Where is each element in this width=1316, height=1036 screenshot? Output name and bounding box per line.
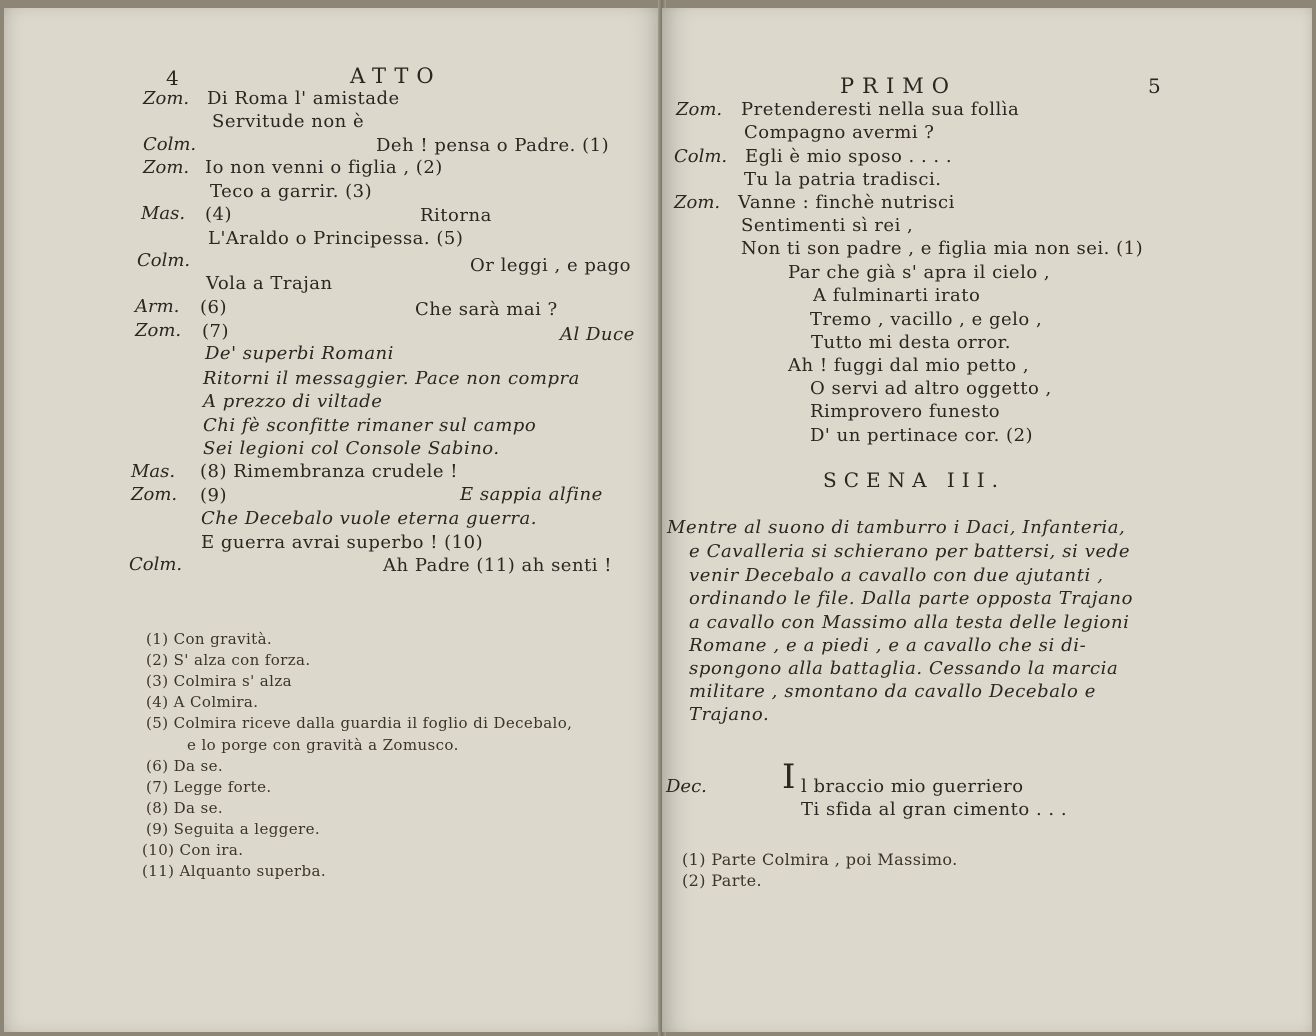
- verse-line: L'Araldo o Principessa. (5): [208, 228, 464, 249]
- speaker-tag: Colm.: [129, 554, 183, 575]
- stage-line: Mentre al suono di tamburro i Daci, Infanteria,: [667, 517, 1126, 538]
- verse-line: Di Roma l' amistade: [207, 88, 400, 109]
- stage-line: a cavallo con Massimo alla testa delle legioni: [689, 612, 1130, 633]
- footnote: (8) Da se.: [146, 799, 224, 817]
- speaker-tag: Mas.: [141, 203, 186, 224]
- stage-line: venir Decebalo a cavallo con due ajutanti ,: [689, 565, 1104, 586]
- speaker-tag: Mas.: [131, 461, 176, 482]
- speaker-tag: Arm.: [135, 296, 180, 317]
- stage-line: e Cavalleria si schierano per battersi, si vede: [689, 541, 1131, 562]
- verse-line: D' un pertinace cor. (2): [810, 425, 1034, 446]
- verse-line: Chi fè sconfitte rimaner sul campo: [203, 415, 537, 436]
- footnote: (3) Colmira s' alza: [146, 672, 292, 690]
- speaker-tag: Colm.: [143, 134, 197, 155]
- verse-line: E guerra avrai superbo ! (10): [201, 532, 484, 553]
- verse-line: Compagno avermi ?: [744, 122, 935, 143]
- footnote: (11) Alquanto superba.: [142, 862, 327, 880]
- verse-line: Ti sfida al gran cimento . . .: [801, 799, 1068, 820]
- speaker-tag: Colm.: [137, 250, 191, 271]
- running-head-left: ATTO: [350, 64, 442, 88]
- drop-cap: I: [782, 757, 796, 797]
- verse-line: (7): [202, 321, 229, 342]
- verse-line: Sei legioni col Console Sabino.: [203, 438, 500, 459]
- verse-line: Rimprovero funesto: [810, 401, 1001, 422]
- speaker-tag: Zom.: [143, 157, 190, 178]
- speaker-tag: Zom.: [135, 320, 182, 341]
- verse-line: Sentimenti sì rei ,: [741, 215, 914, 236]
- verse-line: A fulminarti irato: [813, 285, 981, 306]
- stage-line: Romane , e a piedi , e a cavallo che si di-: [689, 635, 1087, 656]
- verse-line: l braccio mio guerriero: [801, 776, 1024, 797]
- stage-line: spongono alla battaglia. Cessando la marcia: [689, 658, 1119, 679]
- footnote: (2) Parte.: [682, 871, 762, 890]
- footnote: (5) Colmira riceve dalla guardia il foglio di Decebalo,: [146, 714, 573, 732]
- scene-title: SCENA III.: [823, 468, 1005, 492]
- verse-line: Tu la patria tradisci.: [744, 169, 942, 190]
- verse-line: (8) Rimembranza crudele !: [200, 461, 459, 482]
- stage-line: Trajano.: [689, 704, 770, 725]
- verse-line: Or leggi , e pago: [470, 255, 631, 276]
- footnote: e lo porge con gravità a Zomusco.: [187, 736, 459, 754]
- footnote: (10) Con ira.: [142, 841, 244, 859]
- verse-line: Servitude non è: [212, 111, 365, 132]
- speaker-tag: Zom.: [131, 484, 178, 505]
- verse-line: Ah Padre (11) ah senti !: [383, 555, 612, 576]
- verse-line: (9): [200, 485, 227, 506]
- verse-line: Ritorni il messaggier. Pace non compra: [203, 368, 580, 389]
- verse-line: Teco a garrir. (3): [210, 181, 373, 202]
- footnote: (1) Con gravità.: [146, 630, 273, 648]
- verse-line: Ritorna: [420, 205, 492, 226]
- stage-line: ordinando le file. Dalla parte opposta Trajano: [689, 588, 1134, 609]
- verse-line: Deh ! pensa o Padre. (1): [376, 135, 610, 156]
- speaker-tag: Zom.: [143, 88, 190, 109]
- verse-line: O servi ad altro oggetto ,: [810, 378, 1052, 399]
- verse-line: Par che già s' apra il cielo ,: [788, 262, 1051, 283]
- footnote: (9) Seguita a leggere.: [146, 820, 321, 838]
- verse-line: A prezzo di viltade: [203, 391, 383, 412]
- verse-line: Tremo , vacillo , e gelo ,: [810, 309, 1043, 330]
- verse-line: Io non venni o figlia , (2): [205, 157, 443, 178]
- verse-line: Ah ! fuggi dal mio petto ,: [788, 355, 1030, 376]
- footnote: (1) Parte Colmira , poi Massimo.: [682, 850, 958, 869]
- speaker-tag: Dec.: [666, 776, 707, 797]
- verse-line: Egli è mio sposo . . . .: [745, 146, 953, 167]
- verse-line: Non ti son padre , e figlia mia non sei. (1): [741, 238, 1144, 259]
- footnote: (4) A Colmira.: [146, 693, 259, 711]
- verse-line: (6): [200, 297, 227, 318]
- verse-line: Tutto mi desta orror.: [811, 332, 1012, 353]
- verse-line: De' superbi Romani: [205, 343, 394, 364]
- verse-line: Vola a Trajan: [206, 273, 333, 294]
- speaker-tag: Zom.: [674, 192, 721, 213]
- verse-line: E sappia alfine: [460, 484, 603, 505]
- verse-line: (4): [205, 204, 232, 225]
- running-head-right: PRIMO: [840, 74, 957, 98]
- page-number-right: 5: [1148, 74, 1161, 98]
- verse-line: Al Duce: [560, 324, 635, 345]
- verse-line: Che Decebalo vuole eterna guerra.: [201, 508, 537, 529]
- verse-line: Pretenderesti nella sua follìa: [741, 99, 1020, 120]
- speaker-tag: Colm.: [674, 146, 728, 167]
- footnote: (6) Da se.: [146, 757, 224, 775]
- footnote: (7) Legge forte.: [146, 778, 272, 796]
- footnote: (2) S' alza con forza.: [146, 651, 311, 669]
- stage-line: militare , smontano da cavallo Decebalo e: [689, 681, 1096, 702]
- speaker-tag: Zom.: [676, 99, 723, 120]
- page-number-left: 4: [166, 66, 179, 90]
- verse-line: Che sarà mai ?: [415, 299, 558, 320]
- verse-line: Vanne : finchè nutrisci: [738, 192, 955, 213]
